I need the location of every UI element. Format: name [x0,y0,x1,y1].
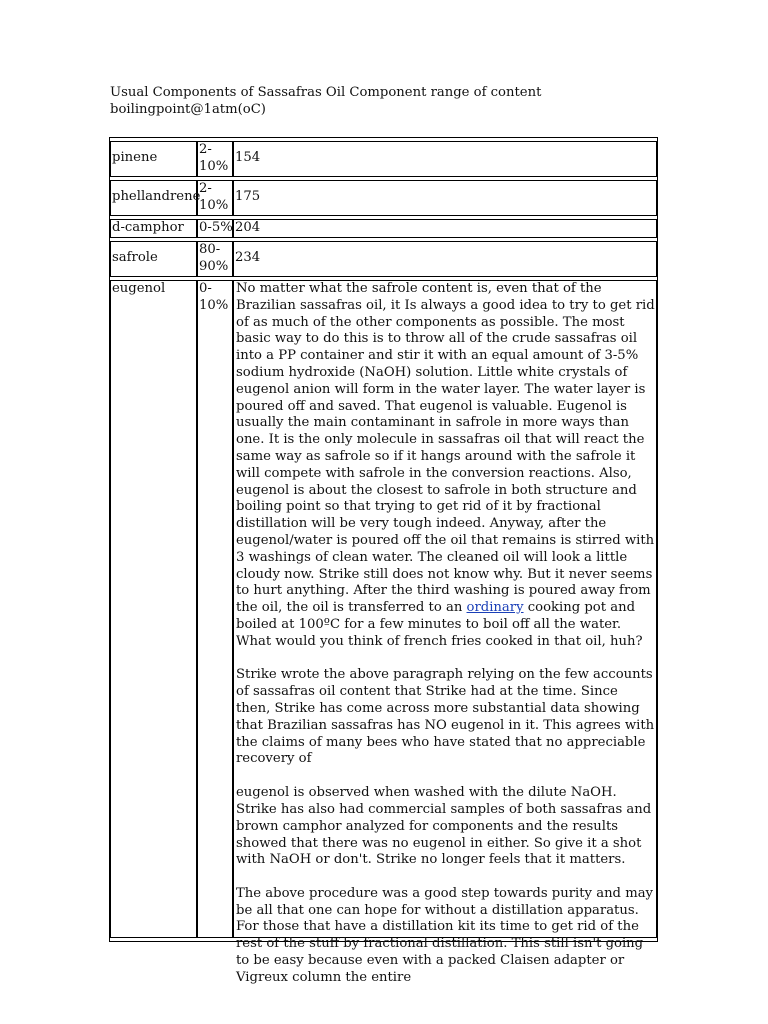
content-range: 80- 90% [197,241,233,277]
boiling-point: 154 [235,150,261,165]
description-paragraph-3: eugenol is observed when washed with the dilute NaOH. Strike has also had commercial samples of both sassafras and brown camphor analyzed for components and the results showed that there was no eugenol in either. So give it a shot with NaOH or don't. Strike no longer feels that it matters. [236,785,652,868]
content-range: 0-5% [197,219,233,238]
component-name: pinene [112,150,158,165]
component-name: safrole [112,250,158,265]
content-range: 2- 10% [197,141,233,177]
boiling-point: 234 [235,250,261,265]
description-paragraph-4: The above procedure was a good step towards purity and may be all that one can hope for without a distillation apparatus. For those that have a distillation kit its time to get rid of the rest of the stuff by fractional distillation. This still isn't going to be easy because even with a packed Claisen adapter or Vigreux column the entire [236,885,654,985]
content-range: 2- 10% [197,180,233,216]
description-paragraph-2: Strike wrote the above paragraph relying on the few accounts of sassafras oil content that Strike had at the time. Since then, Strike has come across more substantial data showing that Brazilian sassafras has NO eugenol in it. This agrees with the claims of many bees who have stated that no appreciable recovery of [236,667,655,767]
component-name: phellandrene [112,189,201,204]
table-row [110,241,657,277]
table-row [110,141,657,177]
component-name: eugenol [110,280,197,938]
table-row [110,219,657,238]
heading-line-1: Usual Components of Sassafras Oil Component range of content [110,85,542,100]
heading-line-2: boilingpoint@1atm(oC) [110,101,266,117]
description-paragraph-1: No matter what the safrole content is, even that of the Brazilian sassafras oil, it Is always a good idea to try to get rid of as much of the other components as possible. The most basic way to do this is to throw all of the crude sassafras oil into a PP container and stir it with an equal amount of 3-5% sodium hydroxide (NaOH) solution. Little white crystals of eugenol anion will form in the water layer. The water layer is poured off and saved. That eugenol is valuable. Eugenol is usually the main contaminant in safrole in more ways than one. It is the only molecule in sassafras oil that will react the same way as safrole so if it hangs around with the safrole it will compete with safrole in the conversion reactions. Also, eugenol is about the closest to safrole in both structure and boiling point so that trying to get rid of it by fractional distillation will be very tough indeed. Anyway, after the eugenol/water is poured off the oil that remains is stirred with 3 washings of clean water. The cleaned oil will look a little cloudy now. Strike still does not know why. But it never seems to hurt anything. After the third washing is poured away from the oil, the oil is transferred to an ordinary cooking pot and boiled at 100ºC for a few minutes to boil off all the water. What would you think of french fries cooked in that oil, huh? [236,281,655,649]
eugenol-description [233,280,657,985]
components-table [109,137,658,985]
boiling-point: 204 [235,220,261,235]
boiling-point: 175 [235,189,261,204]
table-row [110,180,657,216]
component-name: d-camphor [112,220,184,235]
table-row [110,280,657,938]
document-heading [110,85,670,119]
content-range: 0- 10% [197,280,233,938]
ordinary-link[interactable]: ordinary [466,600,524,616]
